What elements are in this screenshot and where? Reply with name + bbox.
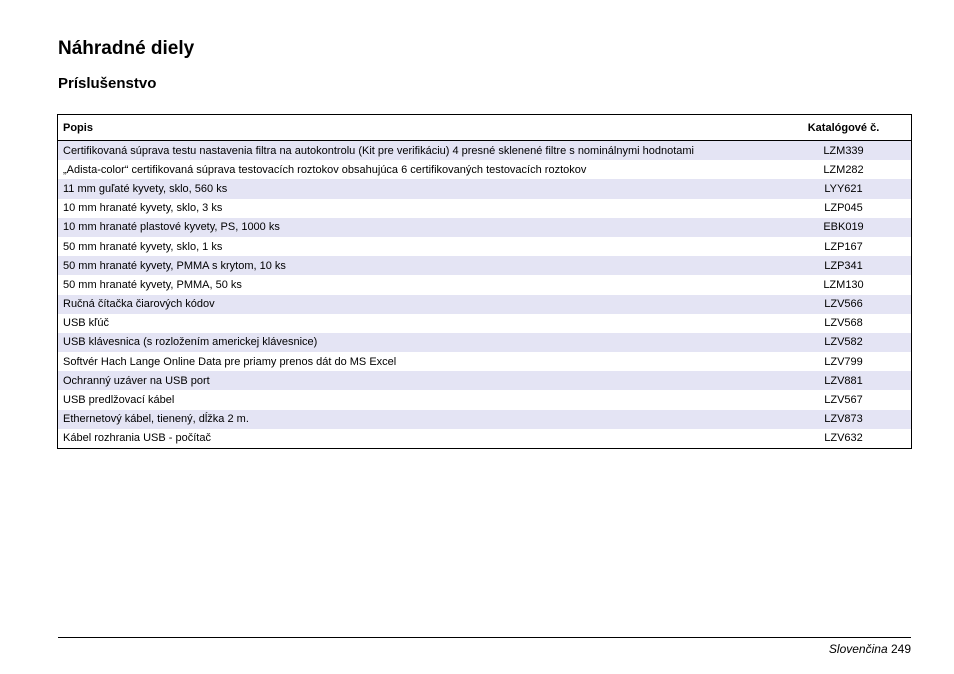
row-catalog-number: LZV632: [824, 432, 863, 445]
table-row: [58, 237, 911, 256]
row-catalog-number: LZV568: [824, 317, 863, 330]
row-catalog-number: LZP045: [824, 202, 863, 215]
row-catalog-number: LZP341: [776, 256, 911, 275]
row-catalog-number: LZV873: [776, 410, 911, 429]
row-catalog-number: LZM339: [776, 141, 911, 161]
table-row: [58, 179, 911, 198]
table-row: [58, 352, 911, 371]
row-catalog-number: LZM130: [823, 278, 864, 291]
table-row: [58, 218, 911, 237]
row-catalog-number: LZP167: [824, 240, 863, 253]
row-description: USB predlžovací kábel: [63, 394, 175, 407]
table-row: [58, 390, 911, 409]
footer-rule: [58, 637, 911, 638]
row-description: 50 mm hranaté kyvety, PMMA, 50 ks: [63, 278, 242, 291]
table-row: [58, 199, 911, 218]
row-catalog-number: LZV799: [824, 355, 863, 368]
row-description: 11 mm guľaté kyvety, sklo, 560 ks: [58, 179, 776, 198]
row-description: Ethernetový kábel, tienený, dĺžka 2 m.: [58, 410, 776, 429]
table-row: [58, 141, 911, 161]
row-description: Ochranný uzáver na USB port: [58, 371, 776, 390]
table-row: [58, 275, 911, 294]
row-description: Certifikovaná súprava testu nastavenia filtra na autokontrolu (Kit pre verifikáciu) 4 presné sklenené filtre s nominálnymi hodnotami: [58, 141, 776, 161]
row-catalog-number: LZM282: [823, 163, 864, 176]
row-description: Ručná čítačka čiarových kódov: [58, 295, 776, 314]
header-catalog: Katalógové č.: [776, 115, 911, 141]
table-header-row: [58, 115, 911, 141]
row-catalog-number: LZV566: [776, 295, 911, 314]
row-description: „Adista-color“ certifikovaná súprava testovacích roztokov obsahujúca 6 certifikovaných testovacích roztokov: [63, 163, 587, 176]
row-catalog-number: LZV582: [776, 333, 911, 352]
table-row: [58, 429, 911, 448]
accessories-table: [57, 114, 912, 449]
row-description: 50 mm hranaté kyvety, sklo, 1 ks: [63, 240, 223, 253]
page-number: 249: [890, 642, 911, 656]
table-row: [58, 410, 911, 429]
row-catalog-number: EBK019: [776, 218, 911, 237]
table-row: [58, 314, 911, 333]
table-row: [58, 295, 911, 314]
footer-language: Slovenčina: [828, 642, 888, 656]
table-row: [58, 160, 911, 179]
table-body: [58, 141, 911, 449]
section-title: Príslušenstvo: [58, 75, 157, 92]
header-description: Popis: [58, 115, 776, 141]
row-description: Kábel rozhrania USB - počítač: [63, 432, 211, 445]
page-footer: [829, 642, 911, 656]
table-row: [58, 371, 911, 390]
row-catalog-number: LZV567: [824, 394, 863, 407]
row-catalog-number: LYY621: [776, 179, 911, 198]
row-description: USB klávesnica (s rozložením americkej klávesnice): [58, 333, 776, 352]
row-description: 10 mm hranaté kyvety, sklo, 3 ks: [63, 202, 223, 215]
row-description: 10 mm hranaté plastové kyvety, PS, 1000 ks: [58, 218, 776, 237]
row-description: 50 mm hranaté kyvety, PMMA s krytom, 10 ks: [58, 256, 776, 275]
row-catalog-number: LZV881: [776, 371, 911, 390]
row-description: USB kľúč: [63, 317, 109, 330]
table-row: [58, 256, 911, 275]
row-description: Softvér Hach Lange Online Data pre priamy prenos dát do MS Excel: [63, 355, 397, 368]
table-row: [58, 333, 911, 352]
page-title: Náhradné diely: [58, 38, 195, 59]
